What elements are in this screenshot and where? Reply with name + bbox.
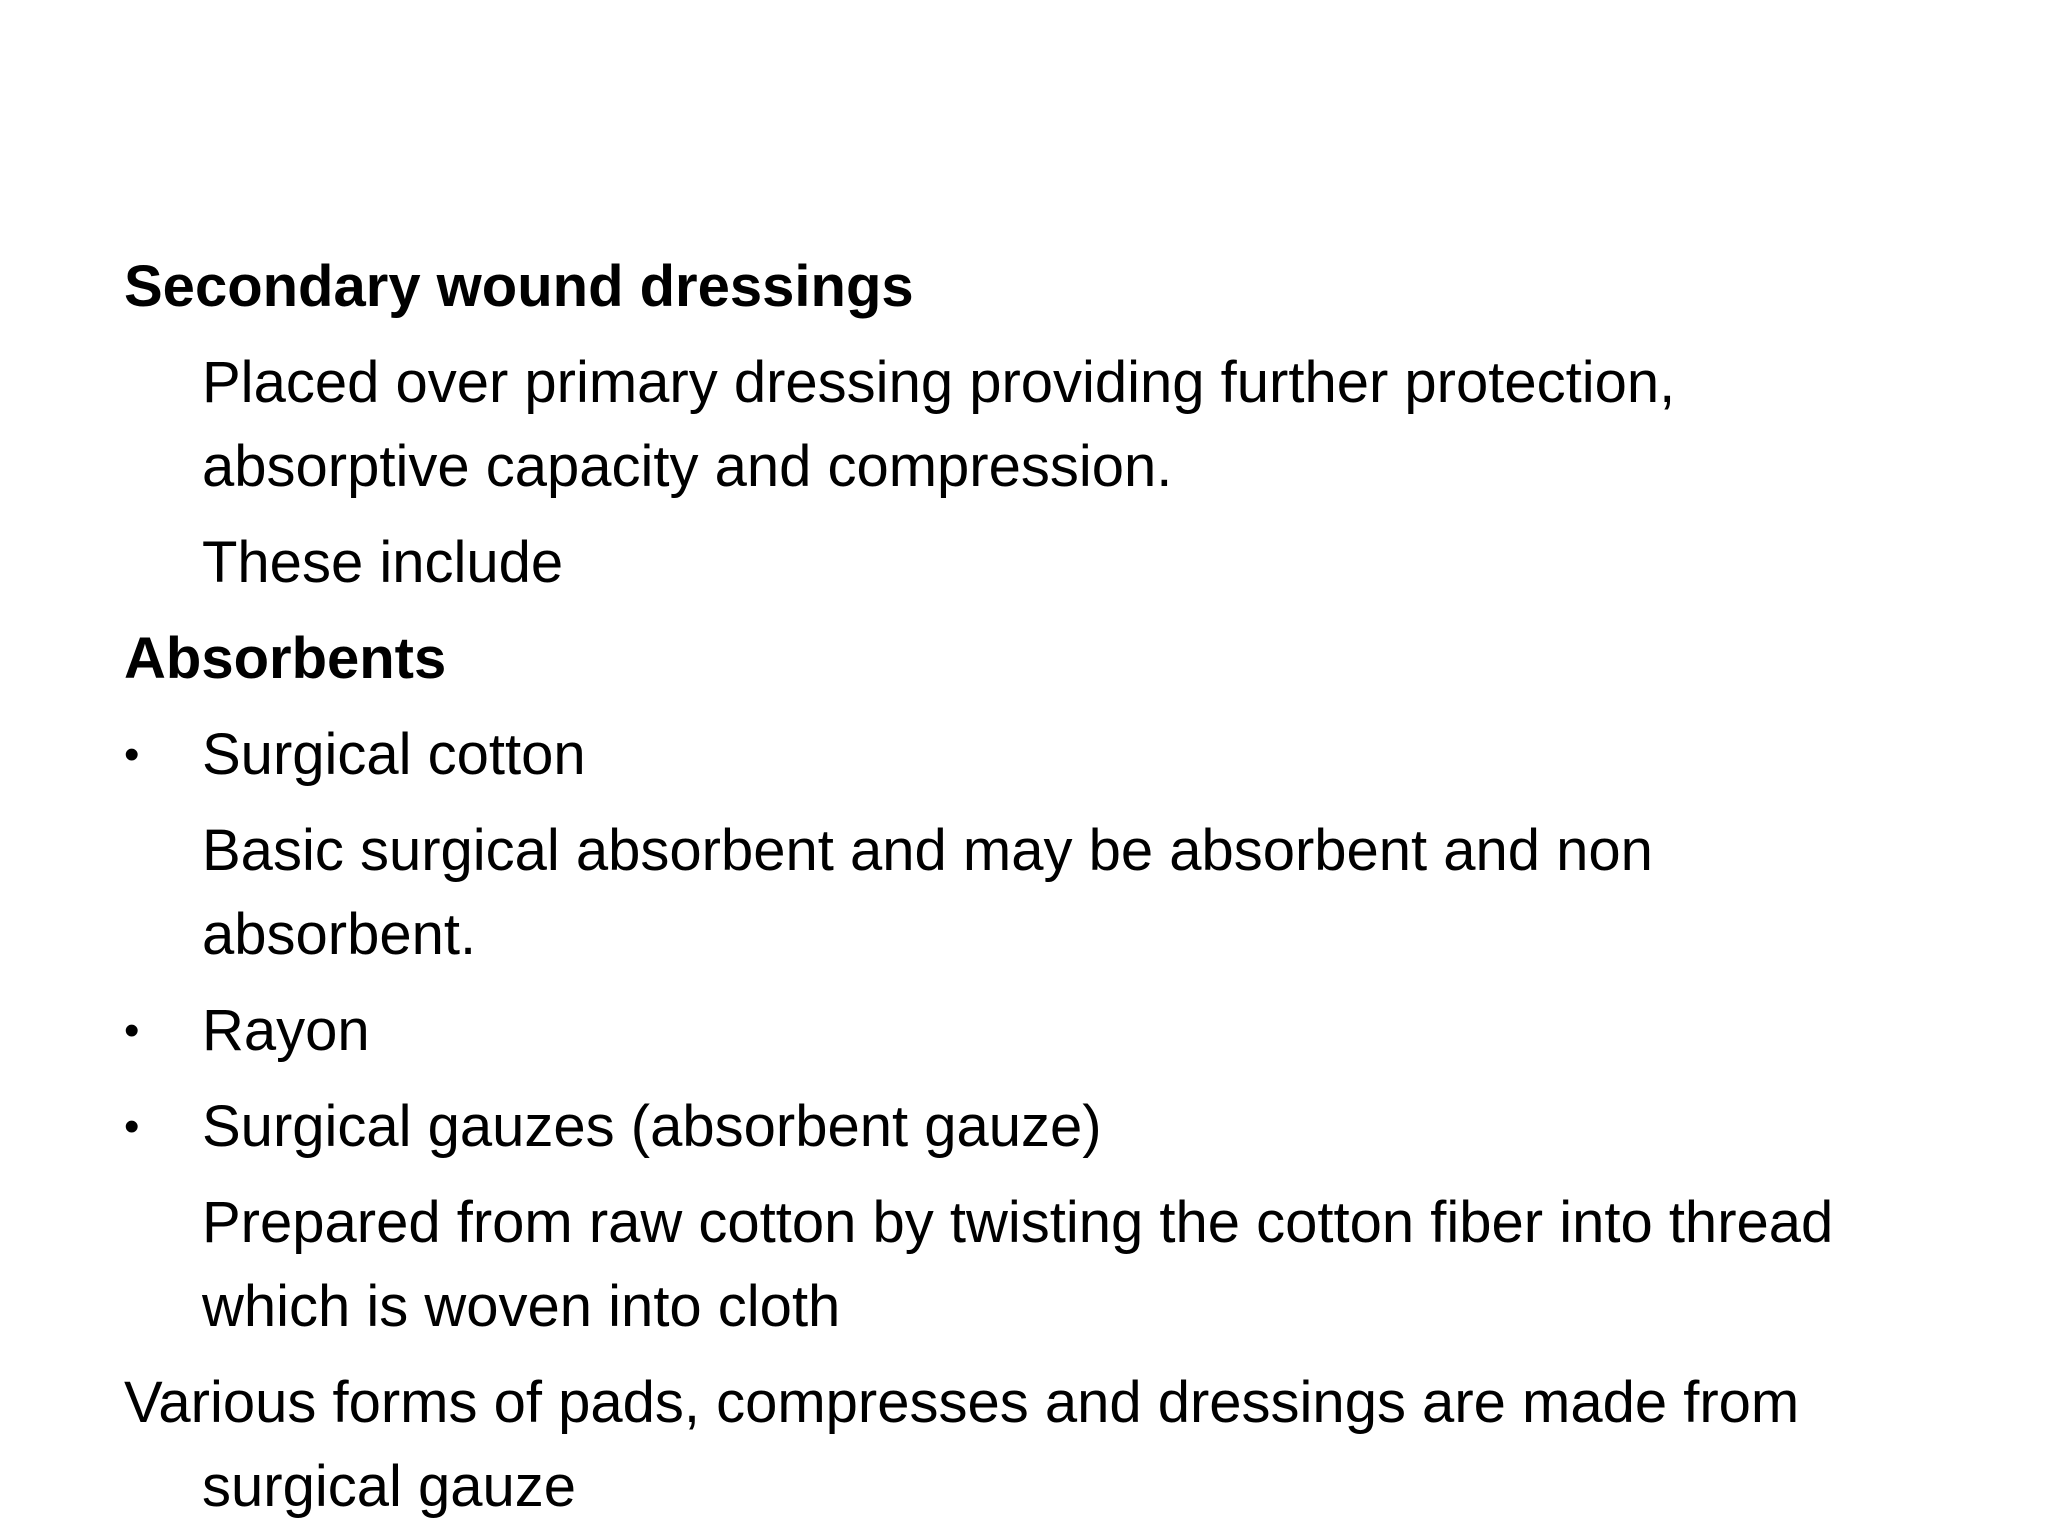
- bullet-item-rayon: [124, 989, 1924, 1073]
- bullet-item-surgical-cotton: [124, 713, 1924, 797]
- bullet-icon: •: [124, 1006, 140, 1055]
- bullet-item-surgical-gauzes: [124, 1085, 1924, 1169]
- slide-content: [124, 245, 1924, 1529]
- heading-secondary-wound-dressings: Secondary wound dressings: [124, 254, 914, 319]
- bullet-label: Surgical cotton: [202, 722, 586, 787]
- bullet-label: Rayon: [202, 998, 370, 1063]
- surgical-gauzes-description: Prepared from raw cotton by twisting the cotton fiber into thread which is woven into cloth: [202, 1190, 1834, 1339]
- surgical-cotton-description: Basic surgical absorbent and may be absorbent and non absorbent.: [202, 818, 1653, 967]
- bullet-label: Surgical gauzes (absorbent gauze): [202, 1094, 1102, 1159]
- bullet-icon: •: [124, 1102, 140, 1151]
- bullet-icon: •: [124, 730, 140, 779]
- secondary-dressing-description: Placed over primary dressing providing further protection, absorptive capacity and compression.: [202, 350, 1676, 499]
- closing-paragraph: Various forms of pads, compresses and dressings are made from surgical gauze: [124, 1370, 1800, 1519]
- these-include-text: These include: [202, 530, 564, 595]
- heading-absorbents: Absorbents: [124, 626, 447, 691]
